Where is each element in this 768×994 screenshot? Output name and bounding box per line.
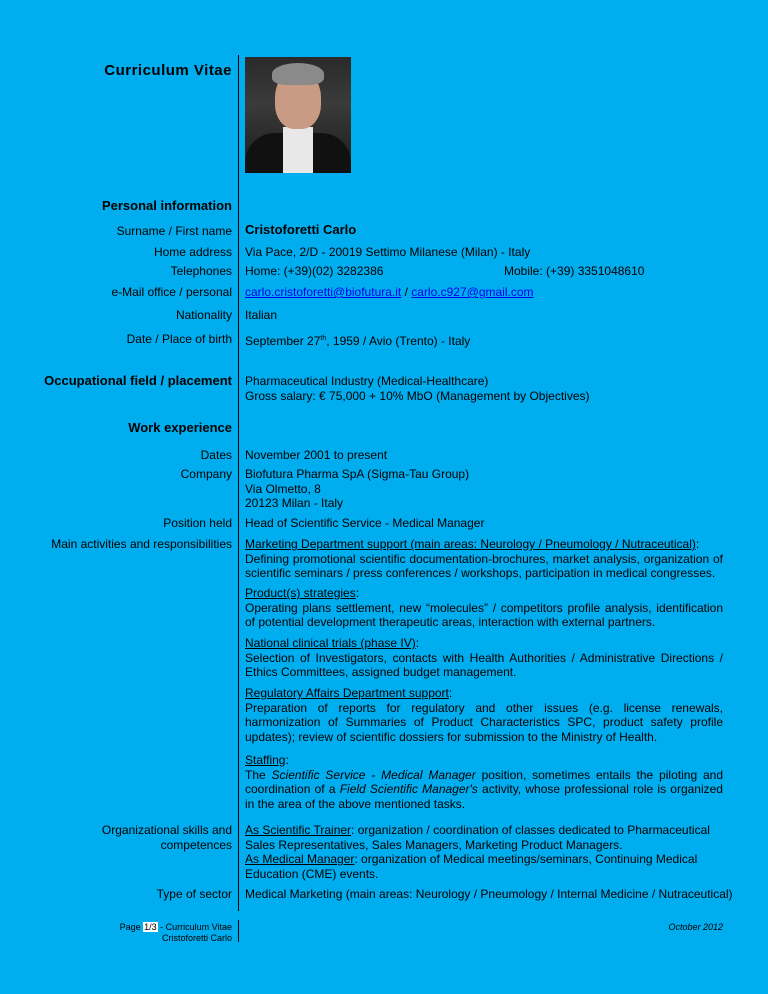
telephone-home: Home: (+39)(02) 3282386 <box>245 264 384 278</box>
company-line3: 20123 Milan - Italy <box>245 496 344 510</box>
address-label: Home address <box>153 245 232 259</box>
email-office-link[interactable]: carlo.cristoforetti@biofutura.it <box>245 285 402 299</box>
birth-day: September 27 <box>245 334 321 348</box>
email-label: e-Mail office / personal <box>111 285 232 299</box>
address-value: Via Pace, 2/D - 20019 Settimo Milanese (Milan) - Italy <box>245 245 531 259</box>
company-line1: Biofutura Pharma SpA (Sigma-Tau Group) <box>245 467 470 481</box>
activity-staffing-title: Staffing <box>245 753 286 767</box>
email-personal-link[interactable]: carlo.c927@gmail.com <box>411 285 534 299</box>
activity-products: Product(s) strategies: Operating plans settlement, new “molecules” / competitors profile analysis, identification of potential development therapeutic areas, interaction with external partners. <box>245 586 723 629</box>
occupation-line2: Gross salary: € 75,000 + 10% MbO (Management by Objectives) <box>245 388 590 403</box>
vertical-divider-footer <box>238 920 239 942</box>
page-title: Curriculum Vitae <box>104 62 232 79</box>
org-skills-block <box>245 823 723 881</box>
activity-marketing-title: Marketing Department support (main areas: Neurology / Pneumology / Nutraceutical) <box>245 537 696 551</box>
activity-staffing-text: The Scientific Service - Medical Manager position, sometimes entails the piloting and coordination of a Field Scientific Manager's activity, whose professional role is organized in the area of the above mentioned tasks. <box>245 767 723 811</box>
dates-label: Dates <box>200 448 232 462</box>
activity-staffing: Staffing: The Scientific Service - Medical Manager position, sometimes entails the piloting and coordination of a Field Scientific Manager's activity, whose professional role is organized in the area of the above mentioned tasks. <box>245 753 723 811</box>
telephone-mobile: Mobile: (+39) 3351048610 <box>504 264 645 278</box>
page-number: 1/3 <box>144 922 157 932</box>
birth-sup: th <box>320 335 327 342</box>
activity-marketing: Marketing Department support (main areas: Neurology / Pneumology / Nutraceutical): Defining promotional scientific documentation-brochures, market analysis, organization of scientific seminars / press conferences / workshops, participation in medical congresses. <box>245 537 723 580</box>
activity-products-title: Product(s) strategies <box>245 586 356 600</box>
nationality-value: Italian <box>245 308 278 322</box>
position-label: Position held <box>163 516 232 530</box>
org-trainer-text: : organization / coordination of classes dedicated to Pharmaceutical Sales Representatives, Sales Managers, Marketing Product Managers. <box>245 823 710 852</box>
birth-value <box>245 332 470 348</box>
activity-trials-title: National clinical trials (phase IV) <box>245 636 416 650</box>
org-manager-title: As Medical Manager <box>245 852 355 866</box>
activity-regulatory: Regulatory Affairs Department support: Preparation of reports for regulatory and other issues (e.g. license renewals, harmonization of Summaries of Product Characteristics SPC, product safety profile updates); review of scientific dossiers for submission to the Ministry of Health. <box>245 686 723 744</box>
company-label: Company <box>180 467 232 481</box>
activity-trials: National clinical trials (phase IV): Selection of Investigators, contacts with Health Authorities / Administrative Directions / Ethics Committees, assigned budget management. <box>245 636 723 679</box>
occupation-block <box>245 374 723 403</box>
dates-value: November 2001 to present <box>245 448 388 462</box>
activity-marketing-text: Defining promotional scientific documentation-brochures, market analysis, organization of scientific seminars / press conferences / workshops, participation in medical congresses. <box>245 551 723 580</box>
footer-date: October 2012 <box>668 922 723 932</box>
org-trainer-title: As Scientific Trainer <box>245 823 352 837</box>
position-value: Head of Scientific Service - Medical Manager <box>245 516 485 530</box>
nationality-label: Nationality <box>175 308 232 322</box>
occupation-heading: Occupational field / placement <box>44 373 232 388</box>
birth-label: Date / Place of birth <box>126 332 232 346</box>
work-heading: Work experience <box>128 420 232 435</box>
birth-rest: , 1959 / Avio (Trento) - Italy <box>326 334 471 348</box>
sector-value: Medical Marketing (main areas: Neurology / Pneumology / Internal Medicine / Nutraceutical) <box>245 887 733 901</box>
activity-regulatory-text: Preparation of reports for regulatory and other issues (e.g. license renewals, harmonization of Summaries of Product Characteristics SPC, product safety profile updates); review of scientific dossiers for submission to the Ministry of Health. <box>245 700 723 744</box>
telephones-label: Telephones <box>170 264 232 278</box>
email-values <box>245 285 534 299</box>
activity-trials-text: Selection of Investigators, contacts with Health Authorities / Administrative Directions / Ethics Committees, assigned budget management. <box>245 650 723 679</box>
org-skills-label: Organizational skills and competences <box>101 823 232 852</box>
activity-products-text: Operating plans settlement, new “molecules” / competitors profile analysis, identification of potential development therapeutic areas, interaction with external partners. <box>245 600 723 629</box>
surname-value: Cristoforetti Carlo <box>245 222 357 237</box>
company-line2: Via Olmetto, 8 <box>245 481 321 496</box>
activities-label: Main activities and responsibilities <box>51 537 232 551</box>
footer-name: Cristoforetti Carlo <box>161 933 232 943</box>
profile-photo <box>245 57 351 173</box>
activity-regulatory-title: Regulatory Affairs Department support <box>245 686 449 700</box>
surname-label: Surname / First name <box>116 224 232 238</box>
personal-info-heading: Personal information <box>101 198 232 213</box>
org-manager-text: : organization of Medical meetings/seminars, Continuing Medical Education (CME) events. <box>245 852 698 881</box>
company-block <box>245 467 723 511</box>
sector-label: Type of sector <box>156 887 232 901</box>
occupation-line1: Pharmaceutical Industry (Medical-Healthcare) <box>245 374 489 388</box>
footer-page-info: Page 1/3 - Curriculum Vitae Cristoforetti Carlo <box>119 922 232 943</box>
vertical-divider-top <box>238 55 239 911</box>
email-separator: / <box>401 285 412 299</box>
